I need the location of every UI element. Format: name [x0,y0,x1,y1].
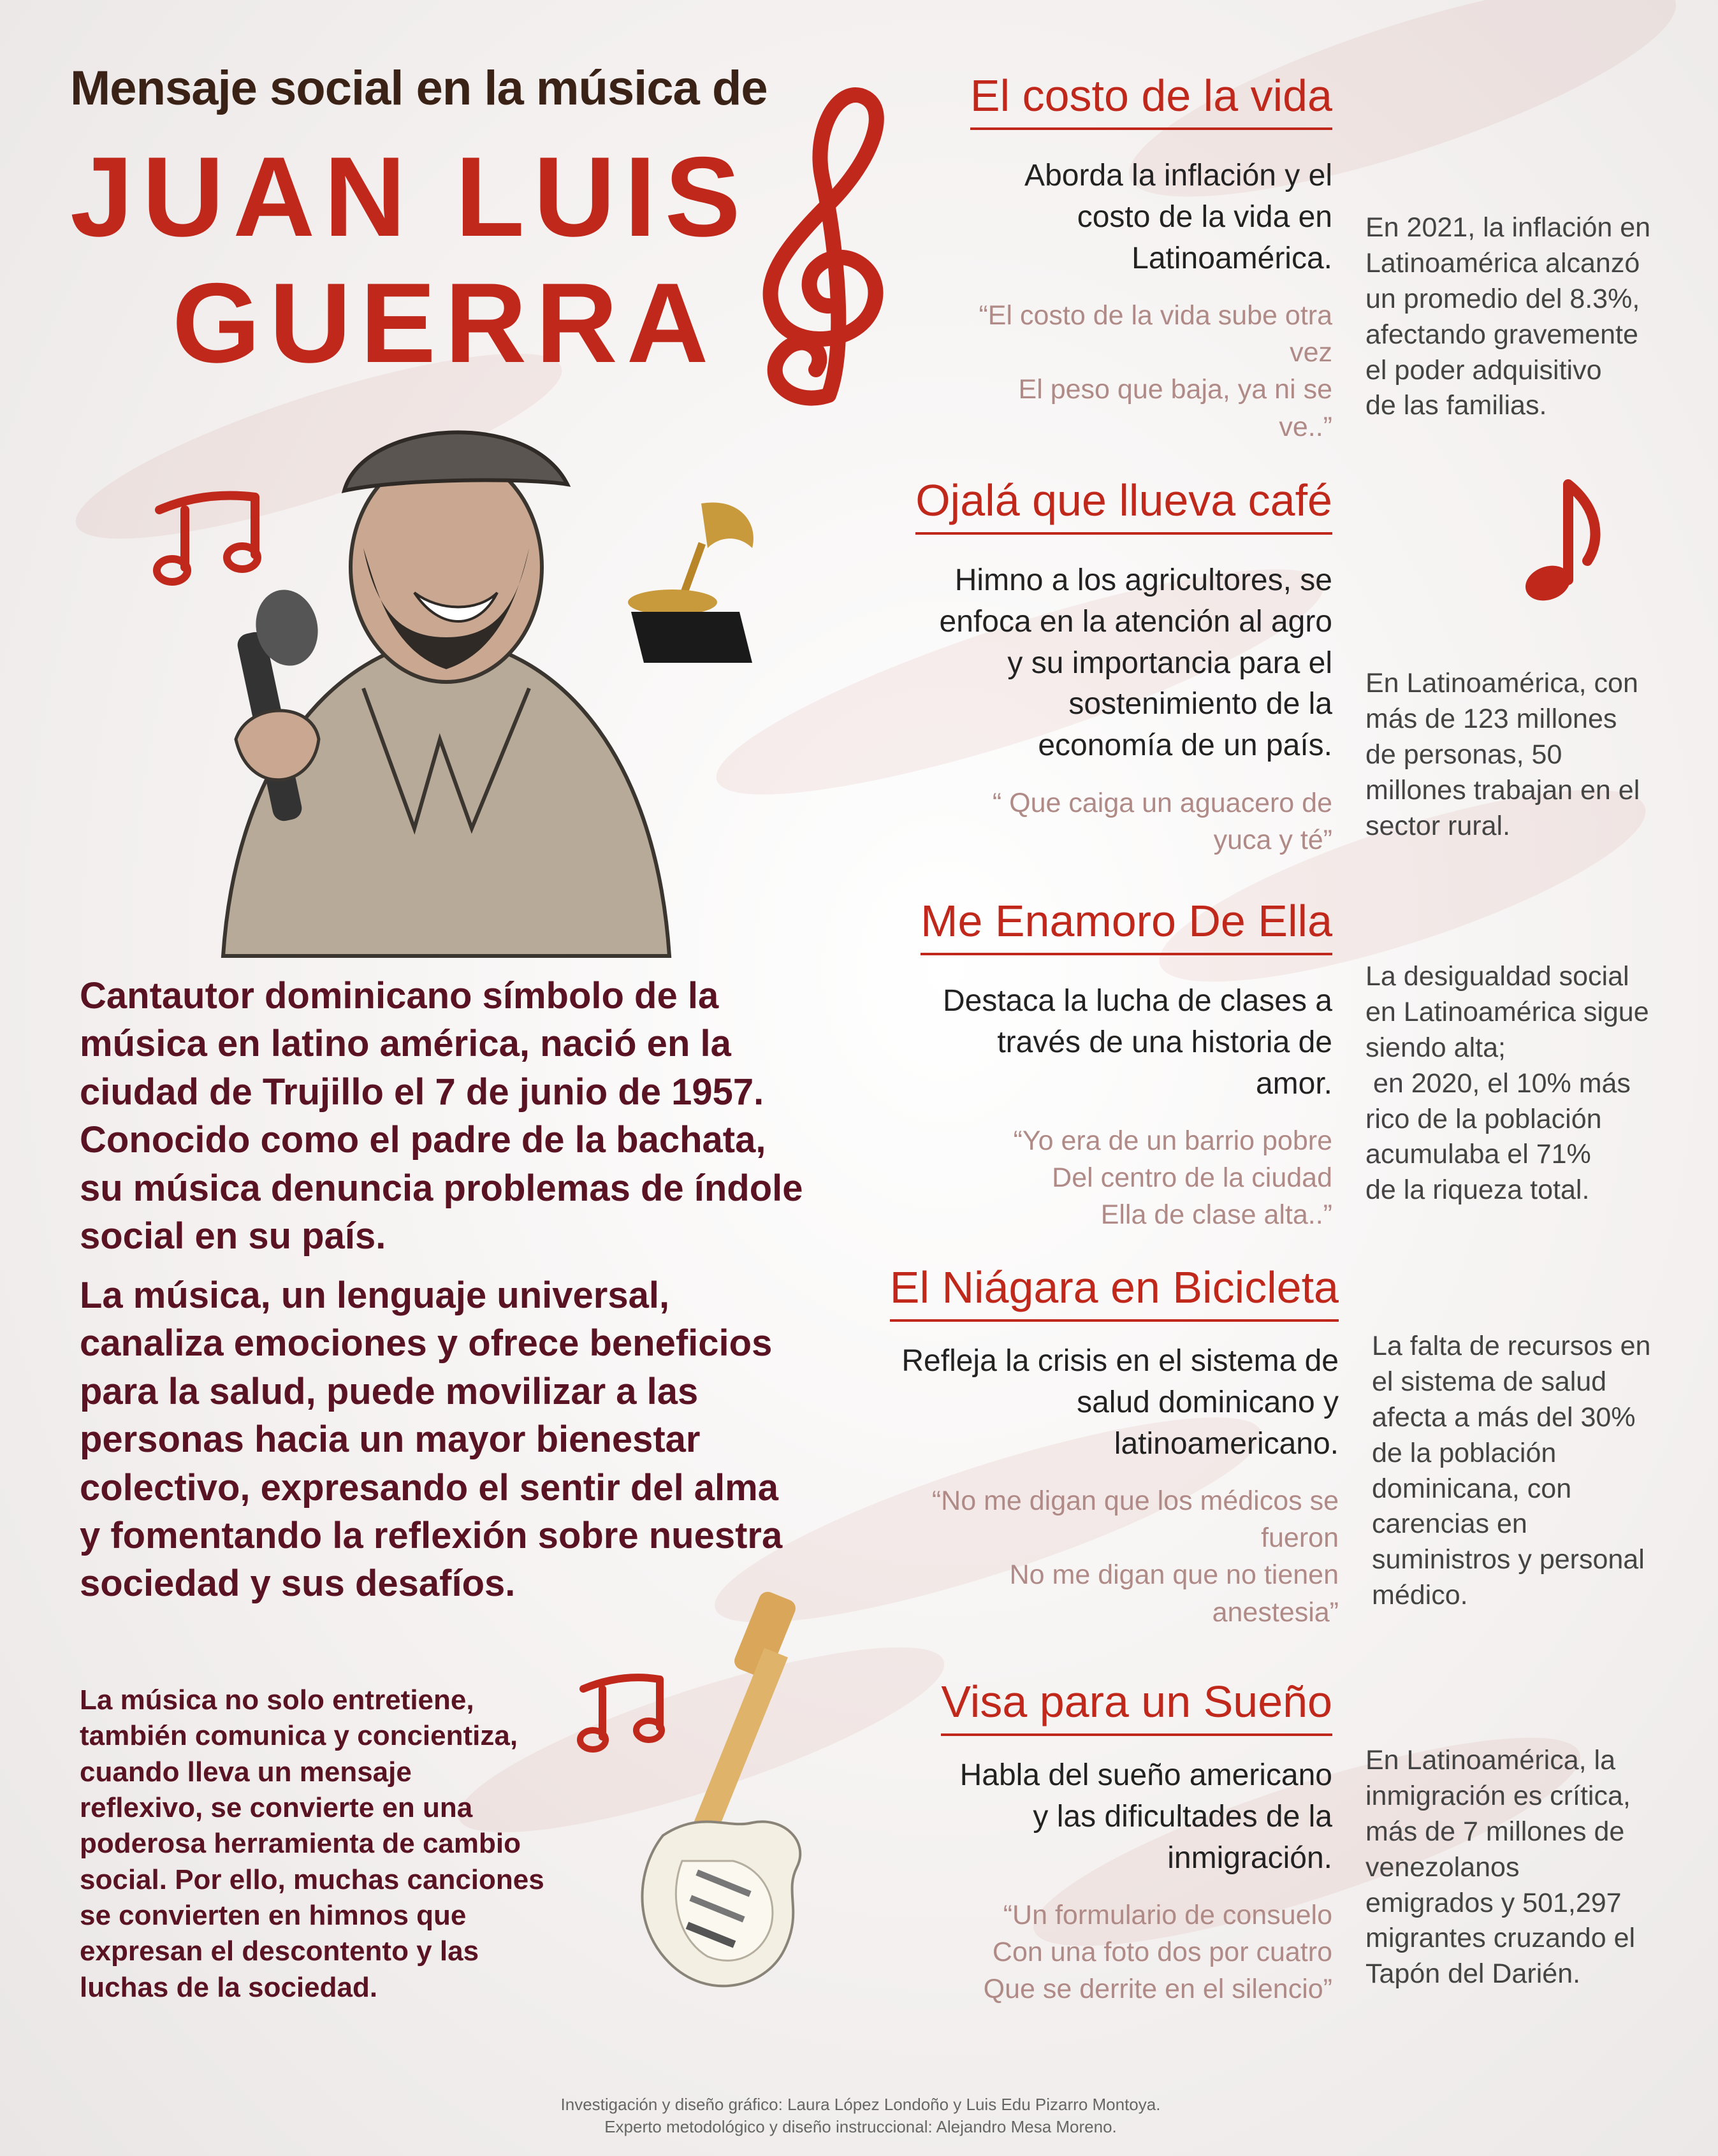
stat-niagara: La falta de recursos en el sistema de salud afecta a más del 30% de la población dominicana, con carencias en suministros y personal médico. [1372,1331,1651,1611]
page-subtitle: Mensaje social en la música de [70,61,768,115]
section-description: Aborda la inflación y el costo de la vida en Latinoamérica. [1024,159,1332,275]
eighth-note-icon [1504,472,1606,612]
section-cafe [803,475,1332,858]
section-description: Refleja la crisis en el sistema de salud dominicano y latinoamericano. [901,1344,1339,1461]
guitar-icon [625,1593,892,2001]
section-quote: “Un formulario de consuelo Con una foto dos por cuatro Que se derrite en el silencio” [983,1900,1332,2005]
section-title: Me Enamoro De Ella [921,895,1332,955]
page-title-line1: JUAN LUIS [70,133,750,260]
section-title: Ojalá que llueva café [915,475,1332,535]
section-description: Destaca la lucha de clases a través de una historia de amor. [942,984,1332,1101]
stat-cafe: En Latinoamérica, con más de 123 millones de personas, 50 millones trabajan en el sector rural. [1365,668,1640,841]
section-niagara [803,1262,1339,1631]
section-enamoro [803,895,1332,1234]
section-quote: “No me digan que los médicos se fueron No me digan que no tienen anestesia” [931,1486,1339,1628]
music-paragraph: La música, un lenguaje universal, canaliza emociones y ofrece beneficios para la salud, puede movilizar a las personas hacia un mayor bienestar colectivo, expresando el sentir del alma y fomentando la reflexión sobre nuestra sociedad y sus desafíos. [80,1275,783,1605]
section-title: Visa para un Sueño [941,1676,1332,1736]
section-description: Habla del sueño americano y las dificultades de la inmigración. [959,1758,1332,1875]
section-quote: “Yo era de un barrio pobre Del centro de la ciudad Ella de clase alta..” [1013,1125,1332,1231]
section-title: El Niágara en Bicicleta [890,1262,1339,1322]
section-costo [803,70,1332,445]
stat-enamoro: La desigualdad social en Latinoamérica sigue siendo alta; en 2020, el 10% más rico de la población acumulaba el 71% de la riqueza total. [1365,961,1649,1206]
section-quote: “El costo de la vida sube otra vez El peso que baja, ya ni se ve..” [979,300,1332,442]
singer-portrait [172,382,746,956]
section-description: Himno a los agricultores, se enfoca en la atención al agro y su importancia para el sostenimiento de la economía de un país. [939,563,1332,763]
page-title-line2: GUERRA [172,259,718,386]
bio-paragraph: Cantautor dominicano símbolo de la música en latino américa, nació en la ciudad de Trujillo el 7 de junio de 1957. Conocido como el padre de la bachata, su música denuncia problemas de índole social en su país. [80,975,803,1257]
stat-costo: En 2021, la inflación en Latinoamérica alcanzó un promedio del 8.3%, afectando gravemente el poder adquisitivo de las familias. [1365,212,1651,421]
stat-visa: En Latinoamérica, la inmigración es crítica, más de 7 millones de venezolanos emigrados y 501,297 migrantes cruzando el Tapón del Darién. [1365,1745,1636,1990]
closing-paragraph: La música no solo entretiene, también comunica y concientiza, cuando lleva un mensaje reflexivo, se convierte en una poderosa herramienta de cambio social. Por ello, muchas canciones se convierten en himnos que expresan el descontento y las luchas de la sociedad. [80,1684,544,2003]
credits: Investigación y diseño gráfico: Laura López Londoño y Luis Edu Pizarro Montoya. Experto metodológico y diseño instruccional: Alejandro Mesa Moreno. [560,2095,1161,2137]
section-title: El costo de la vida [970,70,1332,130]
section-quote: “ Que caiga un aguacero de yuca y té” [992,787,1332,856]
